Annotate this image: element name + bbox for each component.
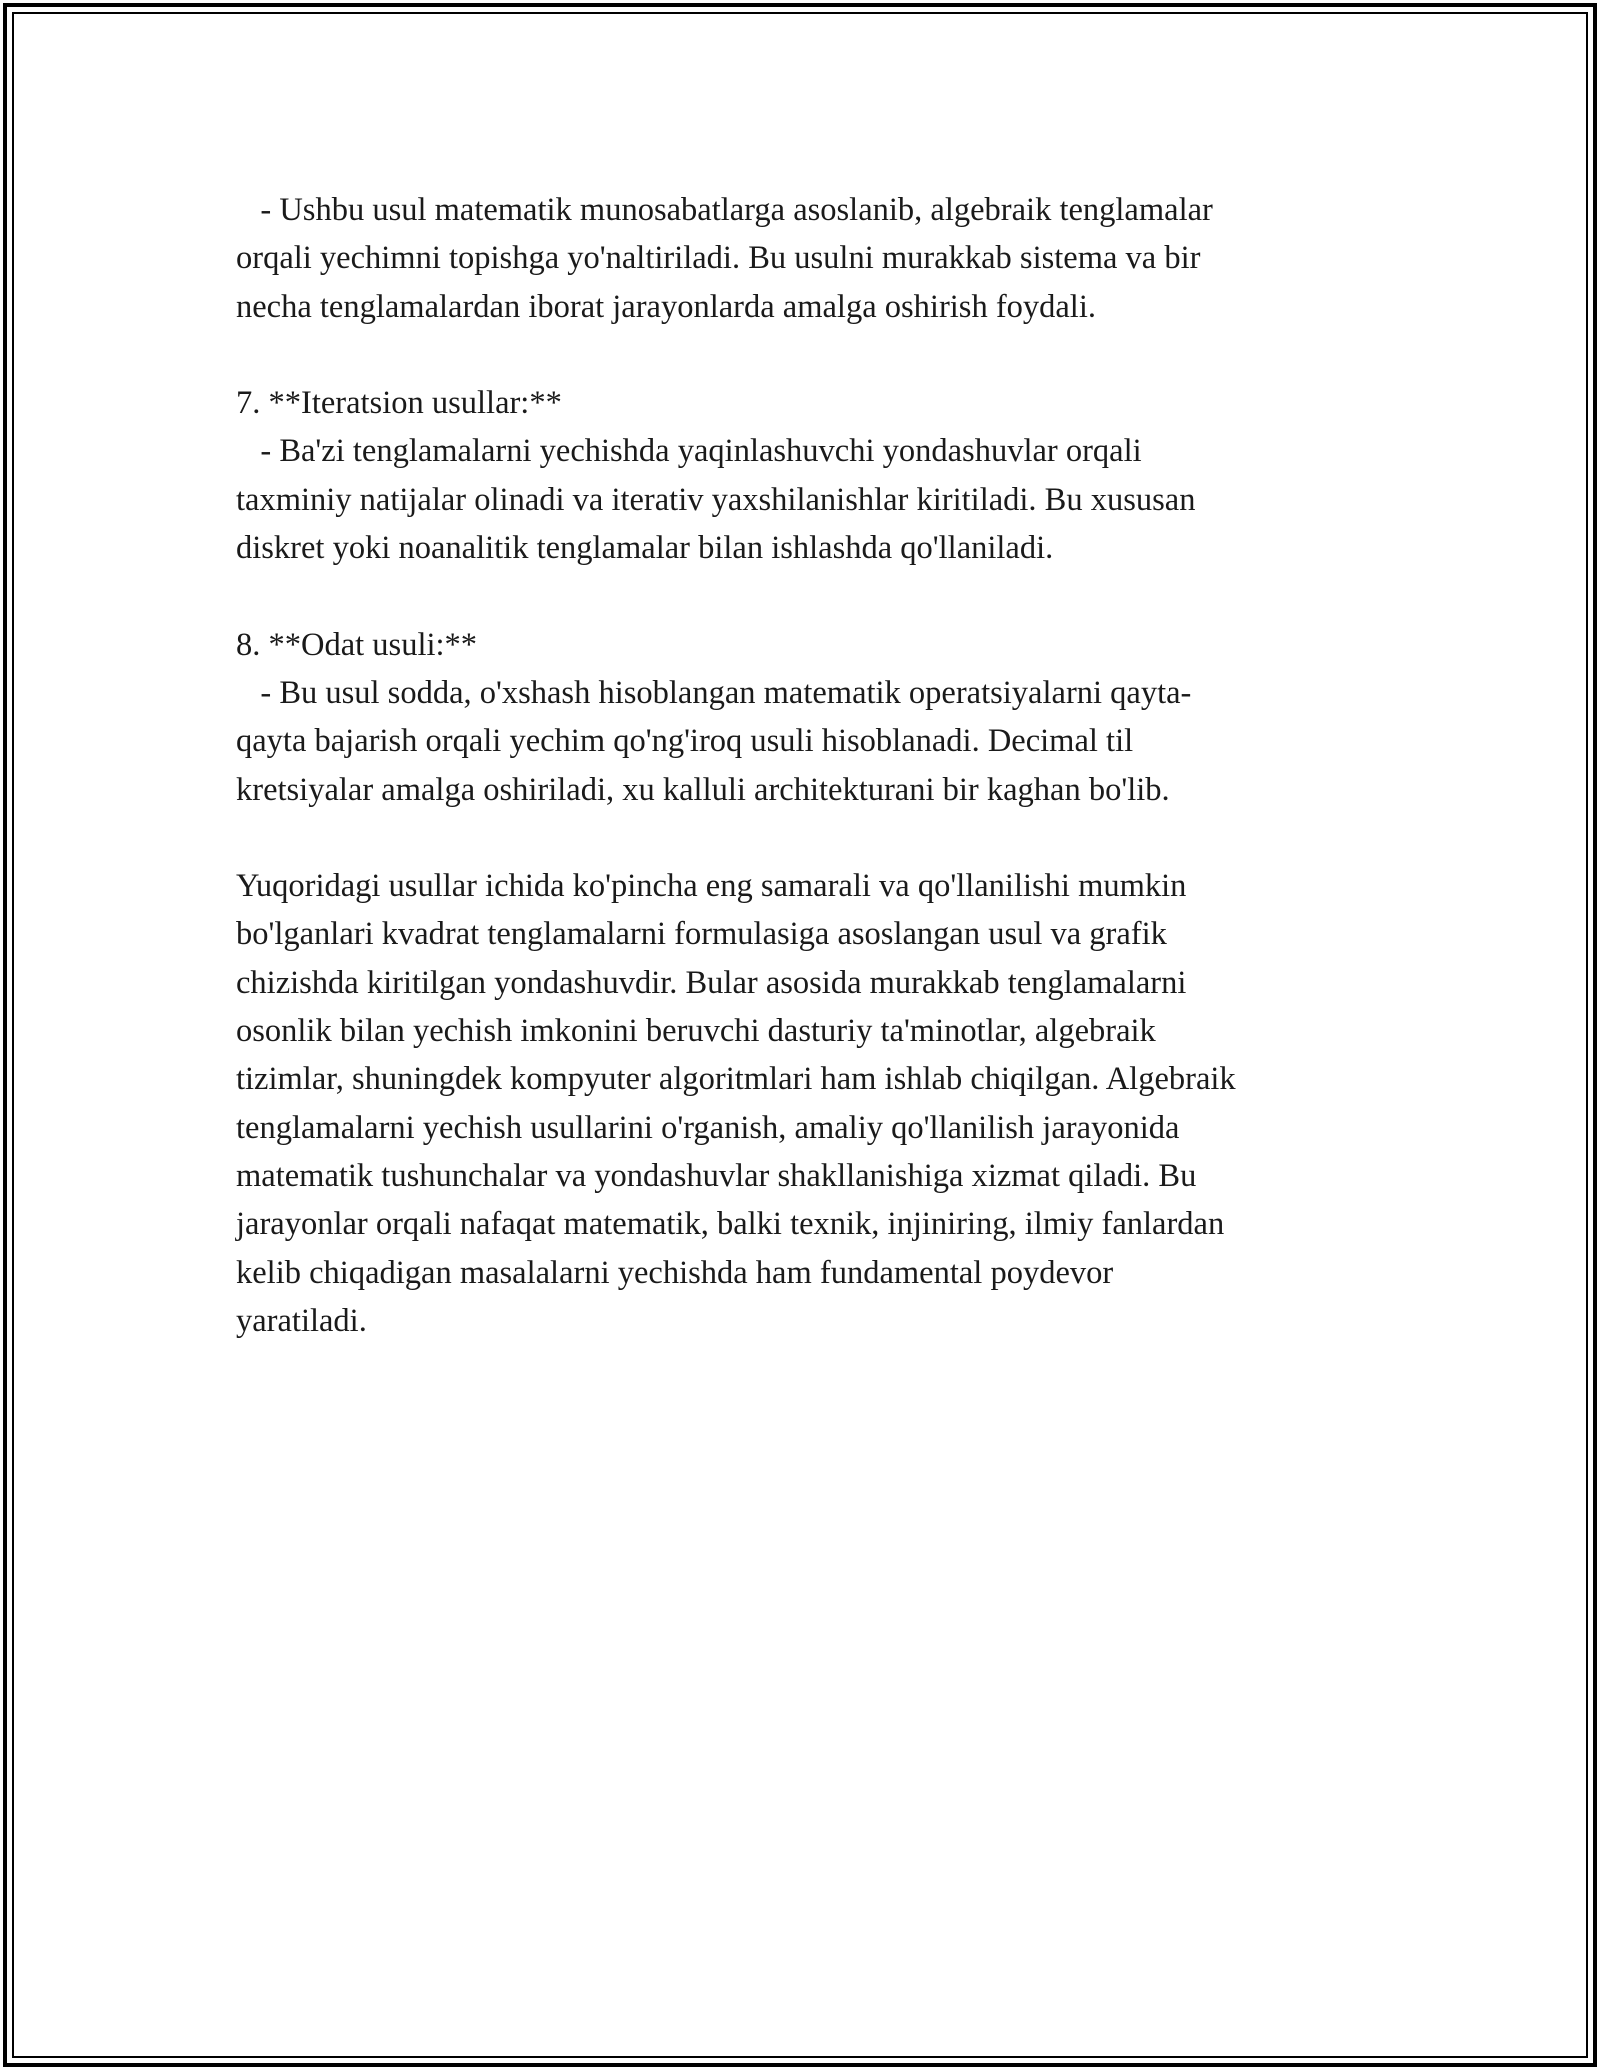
text-line: jarayonlar orqali nafaqat matematik, balki texnik, injiniring, ilmiy fanlardan — [236, 1206, 1225, 1243]
text-line: yaratiladi. — [236, 1302, 367, 1339]
text-line: tenglamalarni yechish usullarini o'rganish, amaliy qo'llanilish jarayonida — [236, 1109, 1180, 1146]
text-line: orqali yechimni topishga yo'naltiriladi. Bu usulni murakkab sistema va bir — [236, 240, 1201, 277]
text-line: bo'lganlari kvadrat tenglamalarni formulasiga asoslangan usul va grafik — [236, 916, 1167, 953]
text-line: Yuqoridagi usullar ichida ko'pincha eng samarali va qo'llanilishi mumkin — [236, 868, 1187, 905]
paragraph-gap — [236, 814, 1386, 862]
section-8 — [236, 621, 1386, 814]
text-line: kelib chiqadigan masalalarni yechishda ham fundamental poydevor — [236, 1254, 1114, 1291]
text-line: - Ushbu usul matematik munosabatlarga asoslanib, algebraik tenglamalar — [236, 192, 1213, 228]
section-7-heading: 7. **Iteratsion usullar:** — [236, 385, 562, 422]
text-line: diskret yoki noanalitik tenglamalar bilan ishlashda qo'llaniladi. — [236, 530, 1054, 567]
text-line: qayta bajarish orqali yechim qo'ng'iroq usuli hisoblanadi. Decimal til — [236, 723, 1134, 760]
paragraph-gap — [236, 331, 1386, 379]
paragraph-gap — [236, 572, 1386, 620]
section-8-heading: 8. **Odat usuli:** — [236, 626, 478, 663]
text-line: kretsiyalar amalga oshiriladi, xu kalluli architekturani bir kaghan bo'lib. — [236, 771, 1170, 808]
text-line: taxminiy natijalar olinadi va iterativ yaxshilanishlar kiritiladi. Bu xususan — [236, 481, 1196, 518]
section-7 — [236, 379, 1386, 572]
document-body — [236, 186, 1386, 1345]
text-line: tizimlar, shuningdek kompyuter algoritmlari ham ishlab chiqilgan. Algebraik — [236, 1061, 1236, 1098]
text-line: - Ba'zi tenglamalarni yechishda yaqinlashuvchi yondashuvlar orqali — [236, 433, 1142, 470]
text-line: chizishda kiritilgan yondashuvdir. Bular asosida murakkab tenglamalarni — [236, 964, 1187, 1001]
conclusion-paragraph — [236, 862, 1386, 1345]
text-line: osonlik bilan yechish imkonini beruvchi dasturiy ta'minotlar, algebraik — [236, 1013, 1156, 1050]
text-line: - Bu usul sodda, o'xshash hisoblangan matematik operatsiyalarni qayta- — [236, 674, 1192, 711]
text-line: matematik tushunchalar va yondashuvlar shakllanishiga xizmat qiladi. Bu — [236, 1157, 1197, 1194]
section-6-body — [236, 186, 1386, 331]
text-line: necha tenglamalardan iborat jarayonlarda amalga oshirish foydali. — [236, 288, 1096, 325]
